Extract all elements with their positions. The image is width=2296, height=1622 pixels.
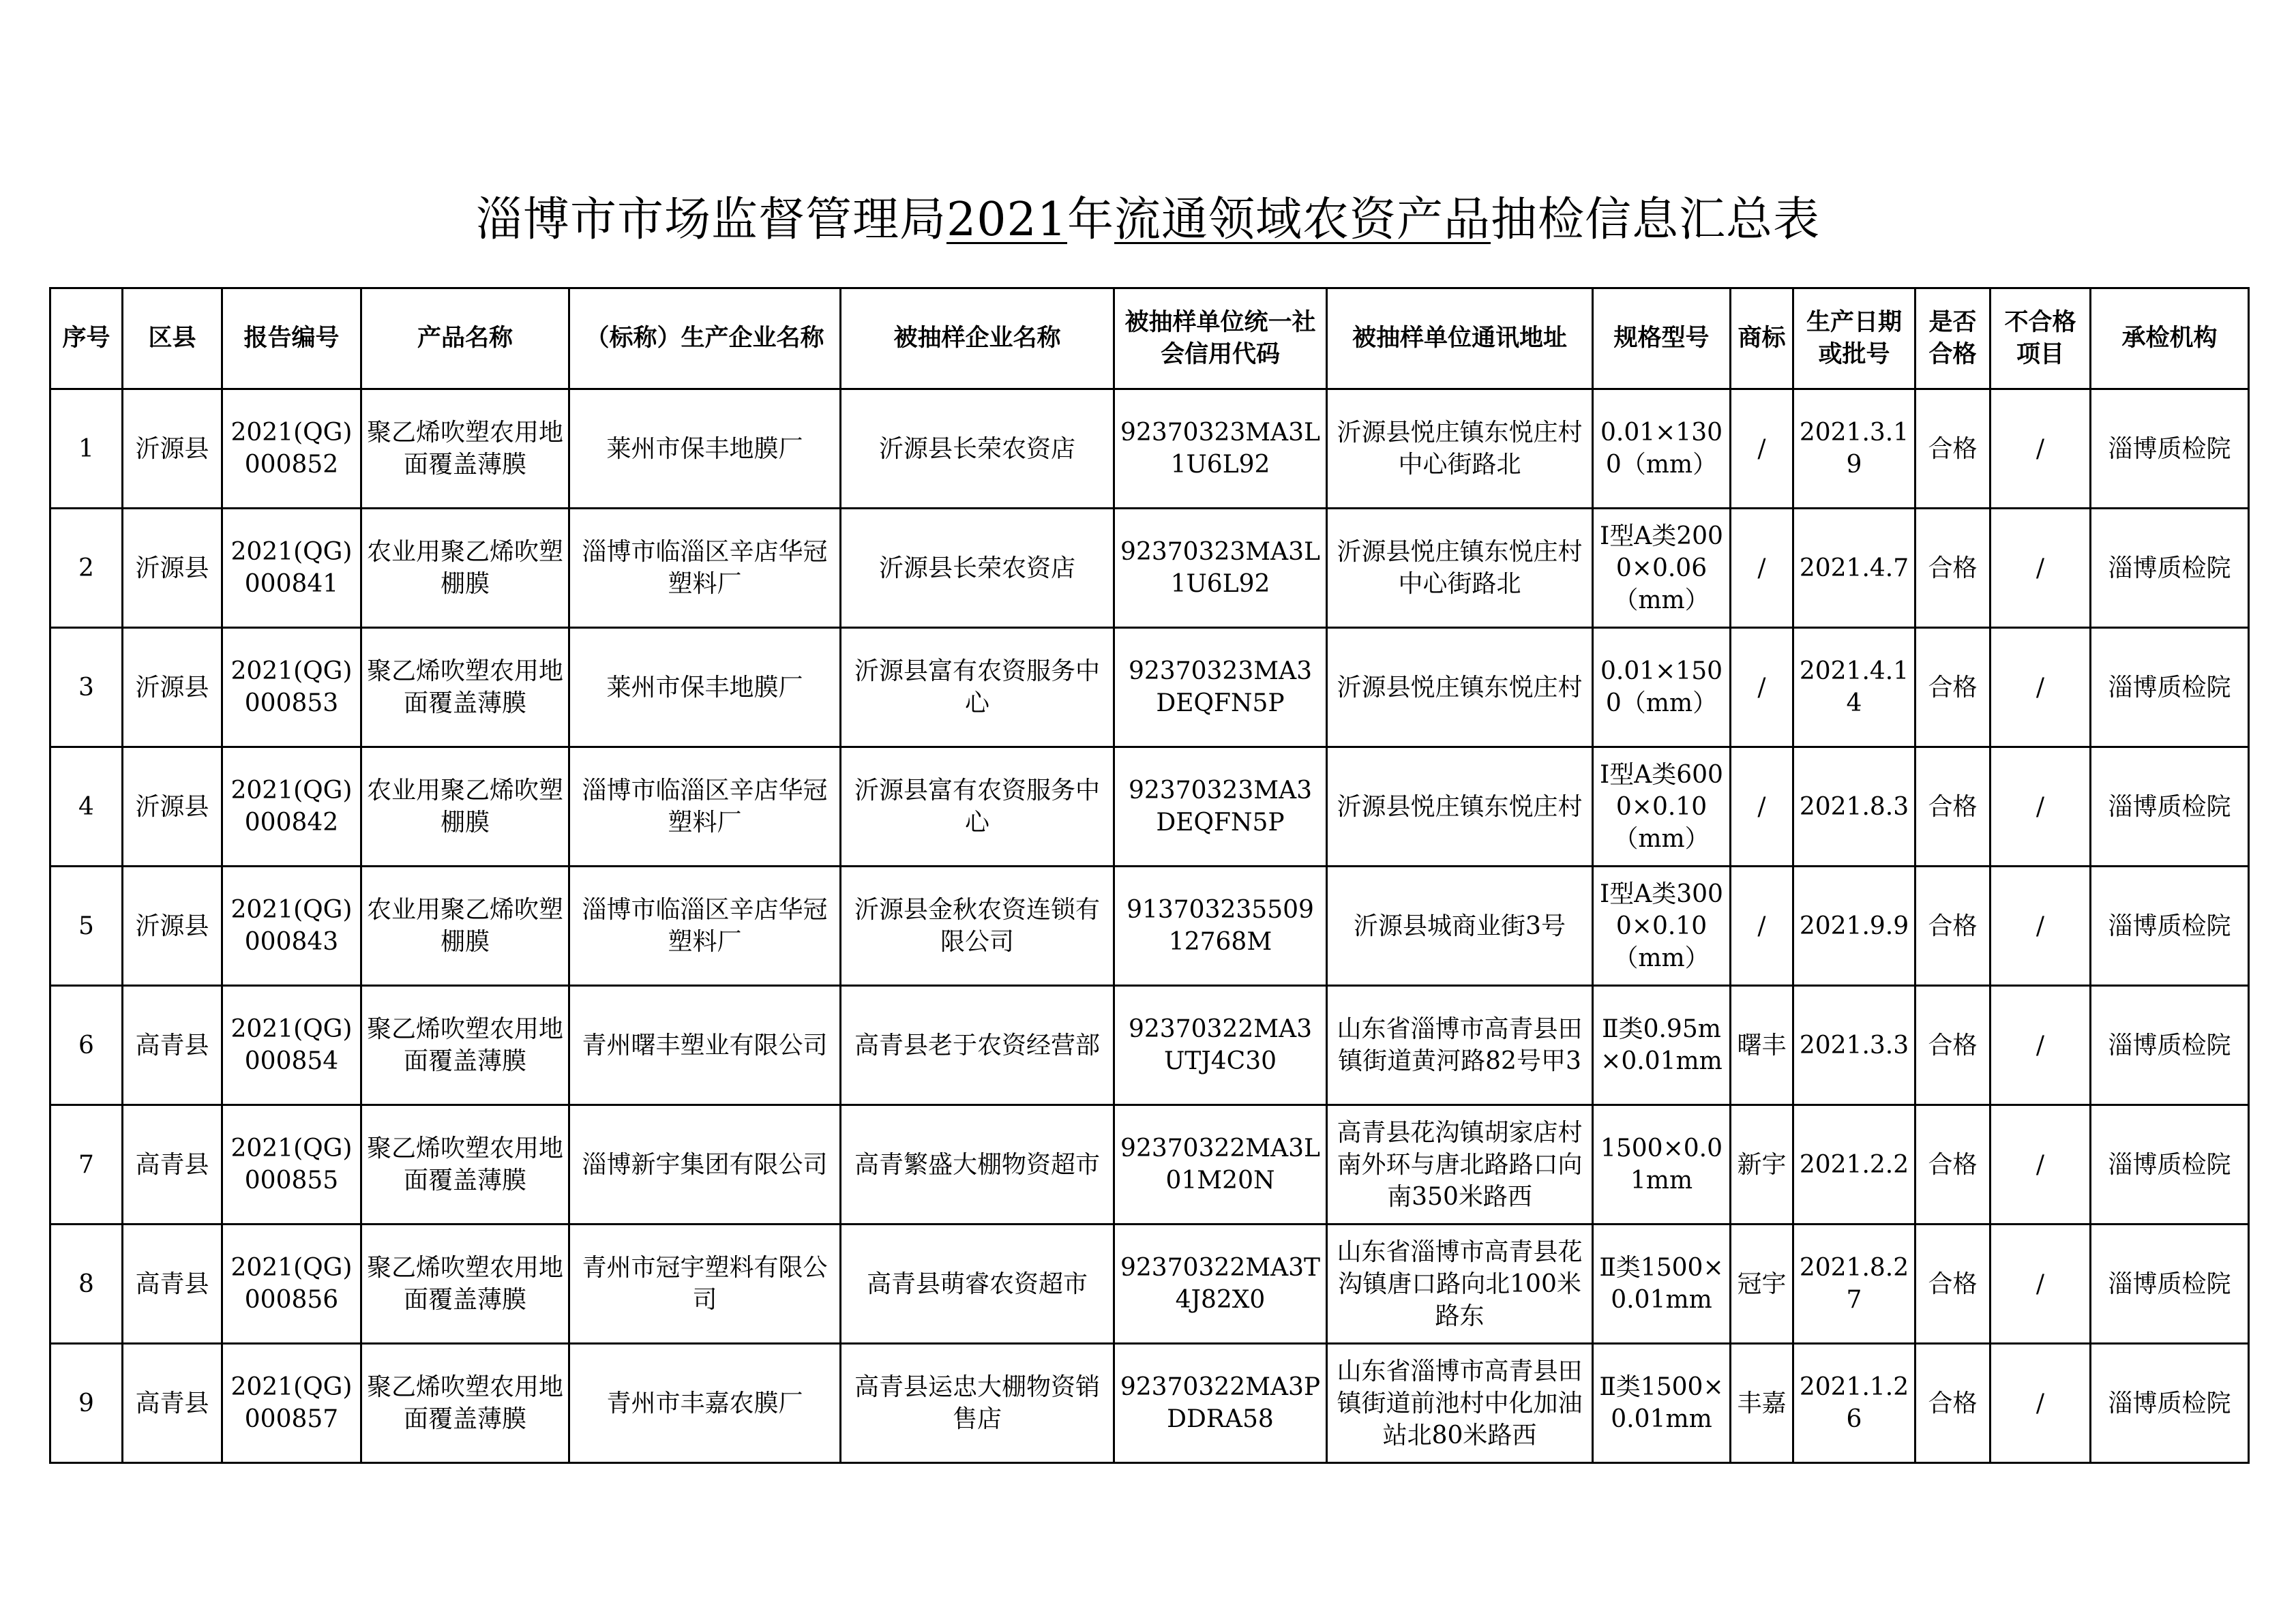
- table-cell: 淄博市临淄区辛店华冠塑料厂: [569, 747, 841, 867]
- header-cell: 承检机构: [2091, 288, 2249, 389]
- table-cell: 高青县: [123, 1344, 222, 1463]
- table-row: [50, 867, 2249, 986]
- table-cell: 合格: [1915, 747, 1991, 867]
- table-cell: 莱州市保丰地膜厂: [569, 628, 841, 747]
- table-cell: 高青县老于农资经营部: [841, 986, 1114, 1105]
- title-year: 2021: [946, 193, 1068, 247]
- table-cell: 6: [50, 986, 123, 1105]
- header-cell: 序号: [50, 288, 123, 389]
- table-cell: 3: [50, 628, 123, 747]
- table-cell: 沂源县: [123, 628, 222, 747]
- table-cell: 沂源县悦庄镇东悦庄村中心街路北: [1327, 389, 1593, 509]
- table-row: [50, 1105, 2249, 1225]
- table-cell: 2021.4.7: [1793, 509, 1915, 628]
- table-cell: 农业用聚乙烯吹塑棚膜: [361, 509, 569, 628]
- table-cell: 合格: [1915, 389, 1991, 509]
- table-cell: /: [1991, 389, 2091, 509]
- table-cell: 沂源县: [123, 867, 222, 986]
- table-cell: 淄博市临淄区辛店华冠塑料厂: [569, 867, 841, 986]
- table-cell: 2021(QG)000854: [222, 986, 361, 1105]
- table-cell: 7: [50, 1105, 123, 1225]
- table-cell: 92370323MA3L1U6L92: [1114, 389, 1327, 509]
- table-cell: /: [1731, 509, 1793, 628]
- table-cell: 淄博质检院: [2091, 1105, 2249, 1225]
- table-cell: 2021.8.3: [1793, 747, 1915, 867]
- table-cell: 1: [50, 389, 123, 509]
- table-cell: 高青繁盛大棚物资超市: [841, 1105, 1114, 1225]
- table-cell: 沂源县城商业街3号: [1327, 867, 1593, 986]
- table-cell: 淄博质检院: [2091, 389, 2249, 509]
- table-cell: 合格: [1915, 1225, 1991, 1344]
- table-cell: 2021(QG)000852: [222, 389, 361, 509]
- table-cell: 青州市丰嘉农膜厂: [569, 1344, 841, 1463]
- table-cell: 山东省淄博市高青县花沟镇唐口路向北100米路东: [1327, 1225, 1593, 1344]
- table-cell: 2021(QG)000853: [222, 628, 361, 747]
- table-cell: 农业用聚乙烯吹塑棚膜: [361, 867, 569, 986]
- table-cell: 高青县: [123, 1225, 222, 1344]
- table-cell: 冠宇: [1731, 1225, 1793, 1344]
- table-cell: 山东省淄博市高青县田镇街道黄河路82号甲3: [1327, 986, 1593, 1105]
- table-cell: /: [1991, 1225, 2091, 1344]
- table-cell: 2021.1.26: [1793, 1344, 1915, 1463]
- header-cell: 不合格项目: [1991, 288, 2091, 389]
- header-cell: （标称）生产企业名称: [569, 288, 841, 389]
- table-cell: 淄博质检院: [2091, 1225, 2249, 1344]
- table-cell: 淄博新宇集团有限公司: [569, 1105, 841, 1225]
- table-cell: 聚乙烯吹塑农用地面覆盖薄膜: [361, 389, 569, 509]
- header-cell: 产品名称: [361, 288, 569, 389]
- header-cell: 商标: [1731, 288, 1793, 389]
- table-cell: 92370323MA3DEQFN5P: [1114, 747, 1327, 867]
- header-cell: 是否合格: [1915, 288, 1991, 389]
- table-cell: 曙丰: [1731, 986, 1793, 1105]
- table-cell: /: [1731, 867, 1793, 986]
- table-cell: 莱州市保丰地膜厂: [569, 389, 841, 509]
- table-cell: 2021(QG)000842: [222, 747, 361, 867]
- table-cell: 淄博市临淄区辛店华冠塑料厂: [569, 509, 841, 628]
- table-cell: 沂源县: [123, 509, 222, 628]
- header-cell: 报告编号: [222, 288, 361, 389]
- table-body: [50, 389, 2249, 1463]
- table-cell: 1500×0.01mm: [1593, 1105, 1731, 1225]
- table-cell: 青州曙丰塑业有限公司: [569, 986, 841, 1105]
- title-part3: 流通领域农资产品: [1114, 193, 1491, 247]
- table-cell: 沂源县悦庄镇东悦庄村: [1327, 747, 1593, 867]
- table-cell: 淄博质检院: [2091, 986, 2249, 1105]
- table-cell: Ⅰ型A类6000×0.10（mm）: [1593, 747, 1731, 867]
- table-cell: 淄博质检院: [2091, 628, 2249, 747]
- table-cell: 92370323MA3DEQFN5P: [1114, 628, 1327, 747]
- table-cell: /: [1991, 747, 2091, 867]
- table-cell: 沂源县富有农资服务中心: [841, 628, 1114, 747]
- table-cell: 聚乙烯吹塑农用地面覆盖薄膜: [361, 1105, 569, 1225]
- table-cell: Ⅱ类1500×0.01mm: [1593, 1344, 1731, 1463]
- table-cell: 合格: [1915, 986, 1991, 1105]
- table-row: [50, 1225, 2249, 1344]
- table-cell: 高青县: [123, 1105, 222, 1225]
- table-cell: 沂源县长荣农资店: [841, 509, 1114, 628]
- table-row: [50, 986, 2249, 1105]
- table-cell: 92370322MA3T4J82X0: [1114, 1225, 1327, 1344]
- table-cell: 4: [50, 747, 123, 867]
- table-cell: 农业用聚乙烯吹塑棚膜: [361, 747, 569, 867]
- table-cell: 合格: [1915, 1344, 1991, 1463]
- table-row: [50, 747, 2249, 867]
- table-cell: /: [1731, 628, 1793, 747]
- table-cell: /: [1991, 1344, 2091, 1463]
- table-cell: 丰嘉: [1731, 1344, 1793, 1463]
- table-cell: 92370322MA3PDDRA58: [1114, 1344, 1327, 1463]
- table-cell: 2021.4.14: [1793, 628, 1915, 747]
- table-row: [50, 509, 2249, 628]
- table-cell: 9: [50, 1344, 123, 1463]
- table-cell: 青州市冠宇塑料有限公司: [569, 1225, 841, 1344]
- table-row: [50, 389, 2249, 509]
- table-cell: 2021(QG)000855: [222, 1105, 361, 1225]
- table-cell: 2021.3.19: [1793, 389, 1915, 509]
- table-cell: 高青县运忠大棚物资销售店: [841, 1344, 1114, 1463]
- table-cell: 8: [50, 1225, 123, 1344]
- table-cell: 2021.3.3: [1793, 986, 1915, 1105]
- header-cell: 被抽样单位通讯地址: [1327, 288, 1593, 389]
- table-cell: 聚乙烯吹塑农用地面覆盖薄膜: [361, 1225, 569, 1344]
- header-cell: 区县: [123, 288, 222, 389]
- inspection-table: [49, 287, 2250, 1464]
- table-cell: 2021(QG)000843: [222, 867, 361, 986]
- table-cell: 高青县: [123, 986, 222, 1105]
- table-cell: 91370323550912768M: [1114, 867, 1327, 986]
- table-cell: 高青县花沟镇胡家店村南外环与唐北路路口向南350米路西: [1327, 1105, 1593, 1225]
- table-row: [50, 1344, 2249, 1463]
- table-cell: 0.01×1300（mm）: [1593, 389, 1731, 509]
- table-cell: 合格: [1915, 1105, 1991, 1225]
- table-cell: 淄博质检院: [2091, 747, 2249, 867]
- page-title: [0, 183, 2296, 258]
- table-cell: 92370322MA3UTJ4C30: [1114, 986, 1327, 1105]
- header-row: [50, 288, 2249, 389]
- table-cell: /: [1731, 747, 1793, 867]
- table-cell: 合格: [1915, 509, 1991, 628]
- title-part4: 抽检信息汇总表: [1491, 193, 1821, 247]
- title-part2: 年: [1067, 193, 1115, 247]
- table-cell: 淄博质检院: [2091, 867, 2249, 986]
- table-cell: 新宇: [1731, 1105, 1793, 1225]
- table-cell: /: [1991, 628, 2091, 747]
- table-cell: 沂源县: [123, 747, 222, 867]
- title-part1: 淄博市市场监督管理局: [475, 193, 946, 247]
- table-cell: 合格: [1915, 867, 1991, 986]
- table-cell: /: [1991, 867, 2091, 986]
- table-cell: 沂源县长荣农资店: [841, 389, 1114, 509]
- table-cell: 聚乙烯吹塑农用地面覆盖薄膜: [361, 986, 569, 1105]
- table-cell: 92370323MA3L1U6L92: [1114, 509, 1327, 628]
- table-cell: Ⅰ型A类2000×0.06（mm）: [1593, 509, 1731, 628]
- table-cell: /: [1991, 1105, 2091, 1225]
- table-cell: 沂源县悦庄镇东悦庄村中心街路北: [1327, 509, 1593, 628]
- table-cell: 高青县萌睿农资超市: [841, 1225, 1114, 1344]
- header-cell: 被抽样企业名称: [841, 288, 1114, 389]
- table-cell: 2021(QG)000857: [222, 1344, 361, 1463]
- table-row: [50, 628, 2249, 747]
- table-cell: 92370322MA3L01M20N: [1114, 1105, 1327, 1225]
- table-cell: 2021(QG)000841: [222, 509, 361, 628]
- table-cell: /: [1991, 509, 2091, 628]
- table-cell: Ⅱ类1500×0.01mm: [1593, 1225, 1731, 1344]
- header-cell: 生产日期或批号: [1793, 288, 1915, 389]
- table-cell: 沂源县富有农资服务中心: [841, 747, 1114, 867]
- table-cell: 淄博质检院: [2091, 1344, 2249, 1463]
- table-cell: 5: [50, 867, 123, 986]
- table-cell: 2021(QG)000856: [222, 1225, 361, 1344]
- table-cell: 2021.9.9: [1793, 867, 1915, 986]
- table-cell: 0.01×1500（mm）: [1593, 628, 1731, 747]
- table-cell: Ⅰ型A类3000×0.10（mm）: [1593, 867, 1731, 986]
- table-cell: 淄博质检院: [2091, 509, 2249, 628]
- header-cell: 规格型号: [1593, 288, 1731, 389]
- table-cell: Ⅱ类0.95m×0.01mm: [1593, 986, 1731, 1105]
- table-cell: 聚乙烯吹塑农用地面覆盖薄膜: [361, 1344, 569, 1463]
- table-cell: 沂源县: [123, 389, 222, 509]
- table-cell: 2021.2.2: [1793, 1105, 1915, 1225]
- table-cell: /: [1991, 986, 2091, 1105]
- table-cell: 聚乙烯吹塑农用地面覆盖薄膜: [361, 628, 569, 747]
- table-cell: /: [1731, 389, 1793, 509]
- table-cell: 沂源县金秋农资连锁有限公司: [841, 867, 1114, 986]
- header-cell: 被抽样单位统一社会信用代码: [1114, 288, 1327, 389]
- table-cell: 2021.8.27: [1793, 1225, 1915, 1344]
- table-cell: 2: [50, 509, 123, 628]
- table-cell: 沂源县悦庄镇东悦庄村: [1327, 628, 1593, 747]
- table-cell: 山东省淄博市高青县田镇街道前池村中化加油站北80米路西: [1327, 1344, 1593, 1463]
- table-cell: 合格: [1915, 628, 1991, 747]
